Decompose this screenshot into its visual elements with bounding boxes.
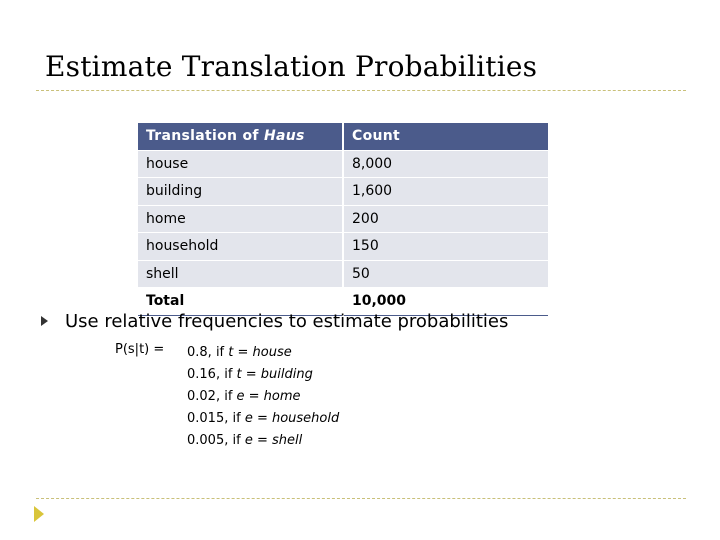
case-condition: t = building: [236, 367, 313, 382]
header-translation-prefix: Translation of: [146, 128, 264, 145]
table-row: [138, 205, 548, 233]
total-count: 10,000: [343, 288, 548, 316]
case-condition: e = shell: [244, 433, 303, 448]
row-term: household: [138, 233, 343, 261]
row-count: 150: [343, 233, 548, 261]
header-translation-word: Haus: [263, 128, 305, 145]
probability-case: [187, 364, 339, 386]
probability-label: P(s|t) =: [115, 342, 165, 357]
row-count: 200: [343, 205, 548, 233]
slide-title: Estimate Translation Probabilities: [45, 50, 538, 83]
row-term: building: [138, 178, 343, 206]
probability-case: [187, 342, 339, 364]
case-condition: e = home: [236, 389, 301, 404]
row-count: 50: [343, 260, 548, 288]
header-translation: [138, 123, 343, 150]
probability-case: [187, 386, 339, 408]
case-value: 0.02, if: [187, 389, 237, 404]
row-term: house: [138, 150, 343, 178]
row-term: shell: [138, 260, 343, 288]
slide-corner-arrow-icon: [34, 506, 44, 522]
row-count: 1,600: [343, 178, 548, 206]
probability-case: [187, 430, 339, 452]
bullet-text: Use relative frequencies to estimate probabilities: [65, 311, 509, 332]
bullet-arrow-icon: [41, 316, 48, 326]
case-value: 0.015, if: [187, 411, 245, 426]
case-condition: t = house: [228, 345, 292, 360]
probability-case: [187, 408, 339, 430]
translation-count-table: [138, 123, 548, 316]
case-condition: e = household: [244, 411, 340, 426]
row-term: home: [138, 205, 343, 233]
table-row: [138, 260, 548, 288]
table-row: [138, 178, 548, 206]
table-row: [138, 150, 548, 178]
case-value: 0.8, if: [187, 345, 229, 360]
table-row: [138, 233, 548, 261]
total-label: Total: [138, 288, 343, 316]
table-header-row: [138, 123, 548, 150]
title-divider: [36, 90, 686, 91]
probability-cases: [187, 342, 339, 452]
footer-divider: [36, 498, 686, 499]
case-value: 0.16, if: [187, 367, 237, 382]
case-value: 0.005, if: [187, 433, 245, 448]
row-count: 8,000: [343, 150, 548, 178]
header-count: Count: [343, 123, 548, 150]
